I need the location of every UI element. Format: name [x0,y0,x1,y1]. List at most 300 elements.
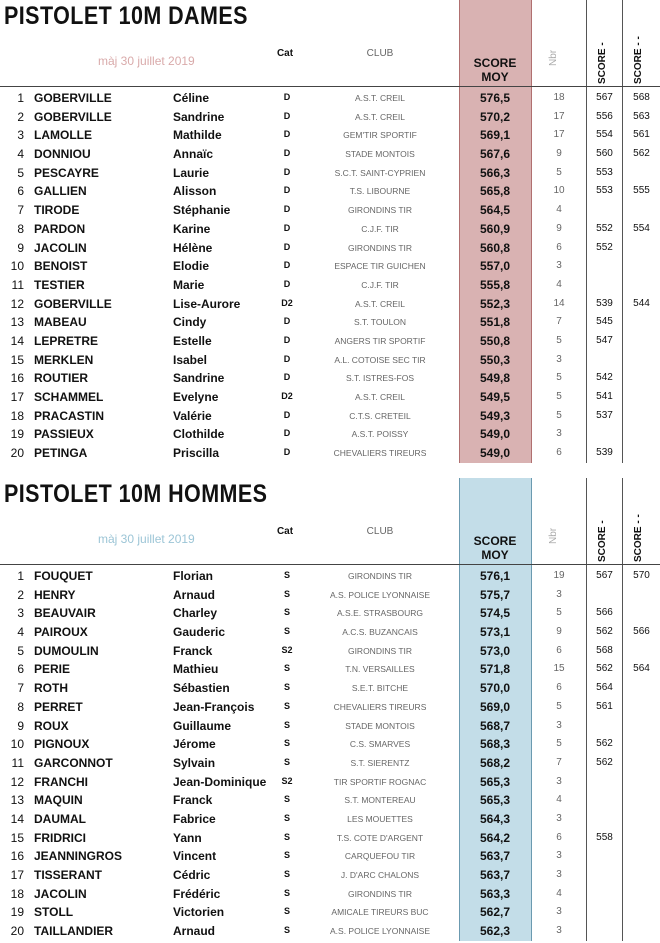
cell-first-name: Alisson [173,184,217,199]
cell-last-name: GARCONNOT [34,755,113,770]
cell-last-name: FOUQUET [34,569,93,583]
cell-club: STADE MONTOIS [345,720,415,731]
table-row [0,716,660,735]
update-date: màj 30 juillet 2019 [98,532,195,546]
cell-category: S [283,663,290,674]
cell-last-name: TAILLANDIER [34,924,114,939]
section-dames [0,0,660,465]
cell-club: A.C.S. BUZANCAIS [342,627,418,638]
cell-first-name: Franck [173,643,213,658]
cell-club: S.T. MONTEREAU [344,795,416,806]
cell-last-name: ROUTIER [34,371,88,386]
table-row [0,406,660,425]
header-club: CLUB [366,48,394,59]
cell-match-count: 15 [553,663,565,675]
cell-club: GEM'TIR SPORTIF [343,130,417,141]
table-row [0,443,660,462]
cell-score-1: 567 [596,570,613,581]
cell-average-score: 550,8 [479,333,511,348]
cell-match-count: 6 [556,644,562,656]
cell-last-name: PRACASTIN [34,408,105,423]
cell-category: S [283,626,290,637]
cell-first-name: Elodie [173,259,210,274]
cell-match-count: 18 [553,92,565,103]
cell-category: S [283,607,290,618]
cell-category: D2 [281,297,293,308]
cell-first-name: Lise-Aurore [173,296,241,311]
cell-first-name: Gauderic [173,625,226,640]
cell-match-count: 3 [556,588,562,600]
cell-club: ANGERS TIR SPORTIF [334,335,426,346]
section-title: PISTOLET 10M DAMES [4,2,248,30]
header-nbr: Nbr [548,49,559,66]
cell-score-1: 537 [596,409,613,421]
table-row [0,734,660,753]
cell-category: D [283,241,291,252]
cell-score-1: 560 [596,148,613,160]
cell-club: A.S.T. POISSY [351,429,409,440]
cell-score-1: 561 [596,700,613,712]
table-row [0,790,660,809]
cell-average-score: 550,3 [479,352,511,367]
cell-first-name: Estelle [173,333,212,348]
cell-last-name: TISSERANT [34,868,103,882]
cell-last-name: JACOLIN [34,886,87,901]
cell-last-name: FRIDRICI [34,830,86,845]
cell-score-1: 566 [596,607,613,619]
cell-club: S.T. TOULON [353,317,407,328]
cell-rank: 13 [10,793,24,808]
header-club: CLUB [366,526,394,537]
cell-match-count: 3 [556,719,562,731]
cell-rank: 5 [17,643,24,658]
cell-rank: 6 [17,184,24,199]
cell-score-1: 542 [596,372,613,384]
cell-category: D [283,222,291,233]
table-row [0,294,660,313]
cell-club: A.S.T. CREIL [354,392,406,402]
cell-match-count: 9 [556,148,562,160]
cell-last-name: DONNIOU [34,147,91,162]
cell-match-count: 5 [556,391,562,402]
cell-category: D [283,110,291,121]
section-title: PISTOLET 10M HOMMES [4,480,268,508]
cell-average-score: 564,3 [479,811,511,826]
cell-last-name: PAIROUX [34,625,88,640]
cell-first-name: Franck [173,793,213,808]
cell-category: D [283,129,291,140]
cell-rank: 3 [17,606,24,621]
cell-rank: 14 [10,811,24,826]
cell-score-1: 547 [596,334,613,346]
header-score: SCORE MOY [473,534,517,562]
table-row [0,585,660,604]
cell-score-2: 566 [633,626,650,638]
cell-score-1: 539 [596,297,613,309]
cell-first-name: Karine [173,221,211,236]
cell-average-score: 549,3 [479,408,511,423]
cell-last-name: TESTIER [34,277,85,292]
cell-first-name: Marie [173,277,205,292]
cell-category: S [283,719,290,730]
cell-rank: 1 [17,569,24,583]
cell-club: S.T. SIERENTZ [350,757,410,768]
cell-category: S [283,794,290,805]
cell-last-name: LEPRETRE [34,333,99,348]
cell-category: S [283,738,290,749]
cell-last-name: JACOLIN [34,240,87,255]
cell-last-name: PARDON [34,221,86,236]
cell-club: A.L. COTOISE SEC TIR [334,354,426,365]
header-rule [0,564,660,565]
cell-score-1: 556 [596,110,613,122]
table-row [0,238,660,257]
ranking-table [0,88,660,462]
cell-club: GIRONDINS TIR [347,242,413,253]
cell-first-name: Isabel [173,352,208,367]
cell-last-name: TIRODE [34,203,80,218]
header-score: SCORE MOY [473,56,517,84]
cell-average-score: 567,6 [479,147,511,162]
cell-first-name: Arnaud [173,924,215,939]
cell-last-name: JEANNINGROS [34,849,123,864]
cell-club: C.J.F. TIR [361,279,399,290]
cell-match-count: 3 [556,428,562,440]
cell-rank: 2 [17,587,24,602]
cell-match-count: 17 [553,110,565,122]
cell-first-name: Jean-Dominique [173,774,267,789]
cell-club: A.S.T. CREIL [354,111,406,122]
table-row [0,884,660,903]
cell-last-name: STOLL [34,905,74,920]
cell-rank: 11 [11,277,24,292]
cell-match-count: 14 [553,297,565,309]
cell-category: D [283,409,291,420]
cell-score-2: 570 [633,570,650,581]
cell-match-count: 19 [553,570,565,581]
cell-rank: 18 [10,408,24,423]
cell-match-count: 6 [556,682,562,694]
cell-average-score: 575,7 [479,587,511,602]
cell-club: T.N. VERSAILLES [345,664,415,675]
cell-average-score: 565,8 [479,184,511,199]
cell-average-score: 562,3 [479,924,511,939]
cell-rank: 12 [10,774,24,789]
cell-category: S2 [281,775,293,786]
cell-score-1: 541 [596,391,613,402]
cell-category: D [283,353,291,364]
table-row [0,772,660,791]
cell-last-name: LAMOLLE [34,128,92,143]
cell-last-name: FRANCHI [34,774,88,789]
cell-category: S [283,869,290,879]
cell-rank: 11 [11,755,24,770]
cell-last-name: DAUMAL [34,811,86,826]
cell-average-score: 574,5 [479,606,511,621]
table-row [0,88,660,107]
cell-rank: 10 [10,259,24,274]
cell-rank: 7 [17,203,24,218]
table-row [0,331,660,350]
table-row [0,828,660,847]
cell-average-score: 555,8 [479,277,511,292]
cell-first-name: Jean-François [173,699,255,714]
cell-match-count: 3 [556,353,562,365]
cell-match-count: 5 [556,372,562,384]
cell-club: A.S.T. CREIL [354,298,406,309]
cell-rank: 3 [17,128,24,143]
cell-score-2: 554 [633,222,650,234]
table-row [0,641,660,660]
cell-rank: 2 [17,109,24,124]
cell-club: T.S. COTE D'ARGENT [336,832,424,843]
cell-first-name: Frédéric [173,886,221,901]
cell-rank: 8 [17,699,24,714]
cell-first-name: Annaïc [173,147,214,162]
cell-club: LES MOUETTES [347,813,413,824]
cell-match-count: 4 [556,278,562,290]
header-score-1: SCORE - [597,520,608,562]
cell-category: D [283,428,291,439]
cell-first-name: Cédric [173,868,211,882]
cell-club: C.T.S. CRETEIL [349,410,411,421]
cell-first-name: Stéphanie [173,203,231,218]
cell-category: S [283,925,290,936]
cell-last-name: MERKLEN [34,352,94,367]
cell-score-2: 544 [633,297,650,309]
cell-category: S [283,756,290,767]
cell-rank: 1 [17,91,24,105]
cell-club: CHEVALIERS TIREURS [333,701,427,712]
cell-club: GIRONDINS TIR [347,571,413,581]
cell-score-1: 562 [596,756,613,768]
table-row [0,144,660,163]
cell-club: TIR SPORTIF ROGNAC [333,776,427,787]
cell-average-score: 563,7 [479,868,511,882]
cell-last-name: GOBERVILLE [34,296,112,311]
cell-score-1: 567 [596,92,613,103]
cell-rank: 17 [10,868,24,882]
cell-club: GIRONDINS TIR [347,645,413,656]
cell-club: S.T. ISTRES-FOS [345,373,414,384]
table-row [0,275,660,294]
cell-category: D [283,260,291,271]
cell-first-name: Sylvain [173,755,216,770]
cell-last-name: ROUX [34,718,69,733]
cell-first-name: Vincent [173,849,217,864]
cell-match-count: 6 [556,447,562,459]
header-cat: Cat [276,48,294,59]
cell-club: A.S. POLICE LYONNAISE [330,926,430,937]
cell-average-score: 549,0 [479,427,511,442]
cell-match-count: 3 [556,850,562,862]
cell-rank: 7 [17,681,24,696]
cell-average-score: 557,0 [479,259,511,274]
cell-score-2: 562 [633,148,650,160]
cell-category: D [283,372,291,383]
cell-rank: 9 [17,240,24,255]
cell-category: D [283,92,291,102]
cell-club: CHEVALIERS TIREURS [333,448,427,459]
cell-average-score: 552,3 [479,296,511,311]
cell-first-name: Sandrine [173,371,225,386]
cell-club: A.S. POLICE LYONNAISE [330,589,430,600]
table-row [0,163,660,182]
cell-club: A.S.E. STRASBOURG [337,608,423,619]
cell-category: D [283,204,291,215]
table-row [0,368,660,387]
cell-first-name: Yann [173,830,202,845]
table-row [0,921,660,940]
table-row [0,622,660,641]
cell-rank: 15 [10,352,24,367]
cell-rank: 4 [17,625,24,640]
cell-score-1: 552 [596,241,613,253]
cell-match-count: 10 [553,185,565,197]
table-row [0,387,660,406]
cell-average-score: 564,2 [479,830,511,845]
cell-average-score: 571,8 [479,662,511,677]
table-row [0,697,660,716]
cell-score-2: 564 [633,663,650,675]
cell-match-count: 5 [556,607,562,619]
cell-average-score: 576,1 [479,569,511,583]
cell-rank: 6 [17,662,24,677]
table-row [0,125,660,144]
cell-average-score: 569,1 [479,128,511,143]
cell-club: GIRONDINS TIR [347,888,413,899]
cell-rank: 20 [10,446,24,461]
cell-last-name: HENRY [34,587,76,602]
cell-category: D [283,185,291,196]
table-row [0,603,660,622]
cell-rank: 15 [10,830,24,845]
cell-average-score: 551,8 [479,315,511,330]
cell-category: D [283,148,291,159]
cell-score-1: 553 [596,185,613,197]
cell-category: S [283,682,290,693]
cell-last-name: GOBERVILLE [34,91,112,105]
cell-match-count: 3 [556,869,562,880]
cell-average-score: 566,3 [479,165,511,180]
cell-average-score: 564,5 [479,203,511,218]
section-hommes [0,478,660,943]
cell-rank: 5 [17,165,24,180]
header-score-2: SCORE - - [633,36,644,84]
cell-last-name: PETINGA [34,446,88,461]
cell-average-score: 549,8 [479,371,511,386]
cell-category: D2 [281,391,293,401]
cell-first-name: Priscilla [173,446,220,461]
cell-rank: 4 [17,147,24,162]
cell-club: C.J.F. TIR [361,223,399,234]
table-row [0,350,660,369]
cell-match-count: 7 [556,756,562,768]
cell-first-name: Fabrice [173,811,216,826]
cell-average-score: 565,3 [479,793,511,808]
cell-category: S [283,812,290,823]
cell-club: S.E.T. BITCHE [351,683,409,694]
table-row [0,424,660,443]
cell-club: AMICALE TIREURS BUC [331,907,429,918]
cell-match-count: 3 [556,260,562,272]
cell-score-1: 553 [596,166,613,178]
cell-first-name: Sandrine [173,109,225,124]
cell-score-1: 545 [596,316,613,328]
cell-match-count: 4 [556,794,562,806]
cell-match-count: 5 [556,700,562,712]
cell-first-name: Arnaud [173,587,215,602]
cell-score-1: 552 [596,222,613,234]
cell-first-name: Laurie [173,165,210,180]
cell-average-score: 560,9 [479,221,511,236]
header-rule [0,86,660,87]
cell-category: D [283,447,291,458]
cell-score-2: 568 [633,92,650,103]
cell-score-1: 539 [596,447,613,459]
cell-last-name: SCHAMMEL [34,390,104,404]
cell-rank: 8 [17,221,24,236]
cell-rank: 12 [10,296,24,311]
cell-first-name: Charley [173,606,218,621]
cell-first-name: Florian [173,569,214,583]
table-row [0,846,660,865]
cell-rank: 10 [10,737,24,752]
cell-score-1: 568 [596,644,613,656]
cell-rank: 9 [17,718,24,733]
cell-average-score: 563,3 [479,886,511,901]
cell-last-name: PASSIEUX [34,427,94,442]
table-row [0,753,660,772]
cell-category: S [283,887,290,898]
cell-rank: 17 [10,390,24,404]
cell-last-name: MABEAU [34,315,87,330]
cell-first-name: Cindy [173,315,207,330]
cell-match-count: 5 [556,409,562,421]
cell-club: STADE MONTOIS [345,149,415,160]
table-row [0,659,660,678]
cell-rank: 16 [10,849,24,864]
cell-category: S [283,700,290,711]
cell-club: CARQUEFOU TIR [344,851,416,862]
table-row [0,107,660,126]
cell-score-2: 563 [633,110,650,122]
cell-club: T.S. LIBOURNE [349,186,411,197]
cell-last-name: ROTH [34,681,68,696]
cell-last-name: GALLIEN [34,184,87,199]
cell-match-count: 7 [556,316,562,328]
cell-category: S [283,850,290,861]
cell-rank: 19 [10,427,24,442]
cell-last-name: BENOIST [34,259,88,274]
table-row [0,566,660,585]
cell-rank: 16 [10,371,24,386]
table-row [0,678,660,697]
cell-last-name: DUMOULIN [34,643,99,658]
cell-match-count: 3 [556,925,562,937]
cell-average-score: 570,2 [479,109,511,124]
cell-category: D [283,278,291,289]
cell-match-count: 5 [556,166,562,178]
cell-category: S [283,570,290,580]
cell-average-score: 560,8 [479,240,511,255]
cell-average-score: 549,5 [479,390,511,404]
table-row [0,200,660,219]
cell-category: S [283,906,290,917]
cell-first-name: Victorien [173,905,225,920]
cell-club: GIRONDINS TIR [347,205,413,216]
cell-score-1: 554 [596,129,613,141]
